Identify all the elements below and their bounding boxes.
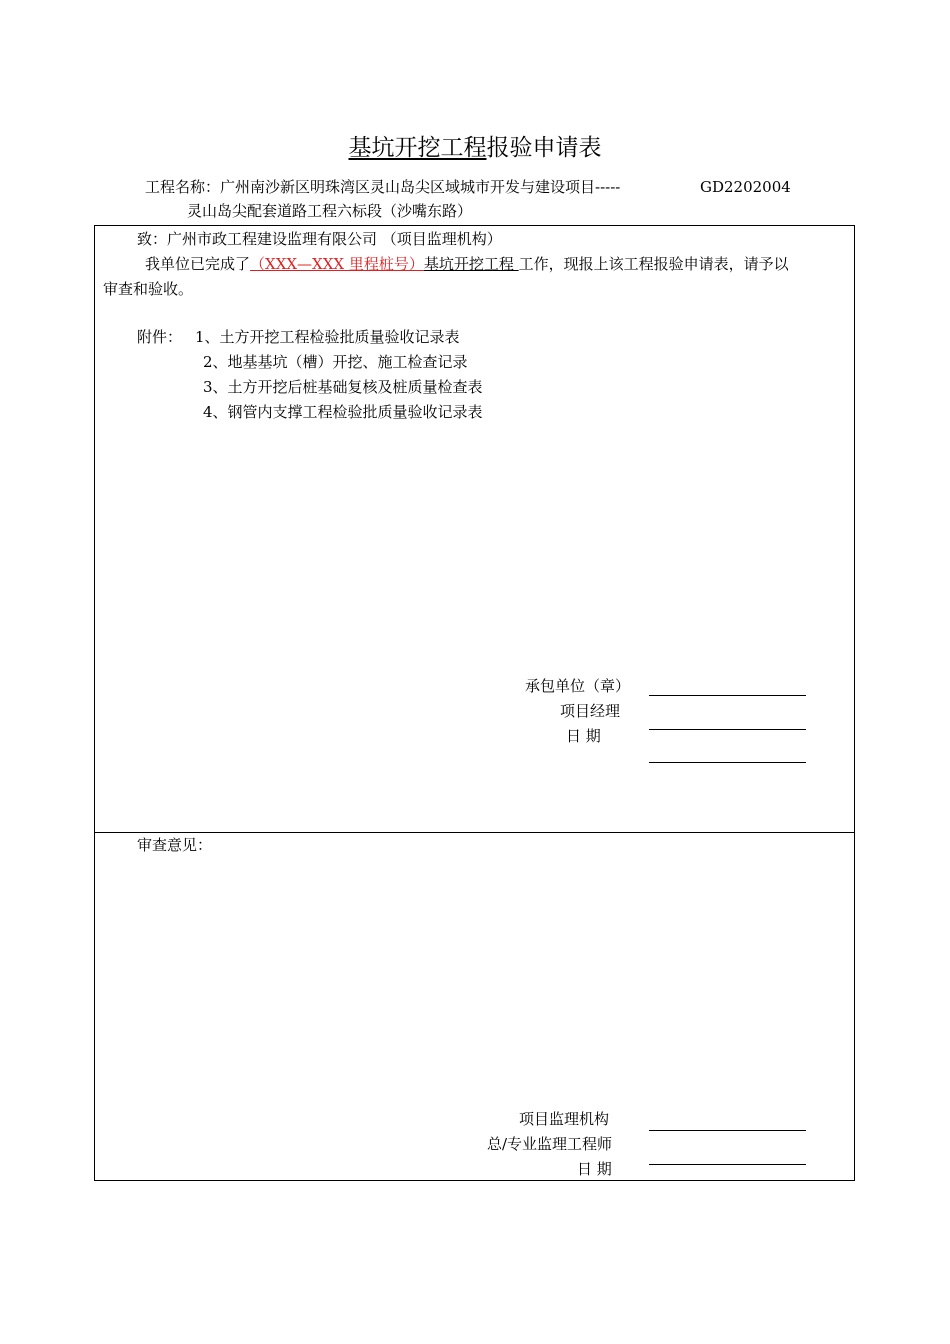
attachment-item: 3、土方开挖后桩基础复核及桩质量检查表	[203, 378, 483, 396]
project-name-line2: 灵山岛尖配套道路工程六标段（沙嘴东路）	[187, 202, 473, 220]
application-body-line2: 审查和验收。	[103, 280, 194, 298]
manager-sign-label: 项目经理	[560, 702, 621, 720]
engineer-sign-line	[649, 1164, 806, 1165]
supervision-org-sign-line	[649, 1130, 806, 1131]
addressee-prefix: 致：	[137, 230, 168, 248]
contractor-date-label: 日 期	[566, 727, 601, 745]
form-title-rest: 报验申请表	[486, 135, 602, 161]
project-name-label: 工程名称：	[145, 178, 221, 196]
contractor-sign-label: 承包单位（章）	[525, 677, 631, 695]
manager-sign-line	[649, 729, 806, 730]
engineer-sign-label: 总/专业监理工程师	[487, 1135, 613, 1153]
body-suffix: 工作，现报上该工程报验申请表，请予以	[518, 255, 789, 273]
review-date-label: 日 期	[577, 1160, 612, 1178]
attachment-item: 2、地基基坑（槽）开挖、施工检查记录	[203, 353, 468, 371]
form-title	[0, 132, 950, 164]
review-date-line	[649, 1180, 806, 1181]
contractor-date-line	[649, 762, 806, 763]
addressee-org: 广州市政工程建设监理有限公司 （项目监理机构）	[167, 230, 502, 248]
work-name: 基坑开挖工程	[423, 255, 519, 273]
form-title-underlined: 基坑开挖工程	[348, 135, 487, 161]
attachments-label: 附件：	[137, 328, 183, 346]
body-prefix: 我单位已完成了	[145, 255, 251, 273]
addressee-line	[137, 227, 502, 252]
project-name-value1: 广州南沙新区明珠湾区灵山岛尖区域城市开发与建设项目-----	[220, 178, 621, 196]
mileage-placeholder: （XXX—XXX 里程桩号）	[250, 255, 424, 273]
contractor-sign-line	[649, 695, 806, 696]
form-table	[94, 225, 855, 1181]
application-body-line1	[145, 252, 789, 277]
project-code: GD2202004	[700, 178, 791, 196]
attachment-item: 4、钢管内支撑工程检验批质量验收记录表	[203, 403, 483, 421]
attachment-item: 1、土方开挖工程检验批质量验收记录表	[195, 328, 460, 346]
review-opinion-label: 审查意见：	[137, 836, 213, 854]
supervision-org-sign-label: 项目监理机构	[519, 1110, 610, 1128]
project-name-line1	[145, 175, 620, 199]
